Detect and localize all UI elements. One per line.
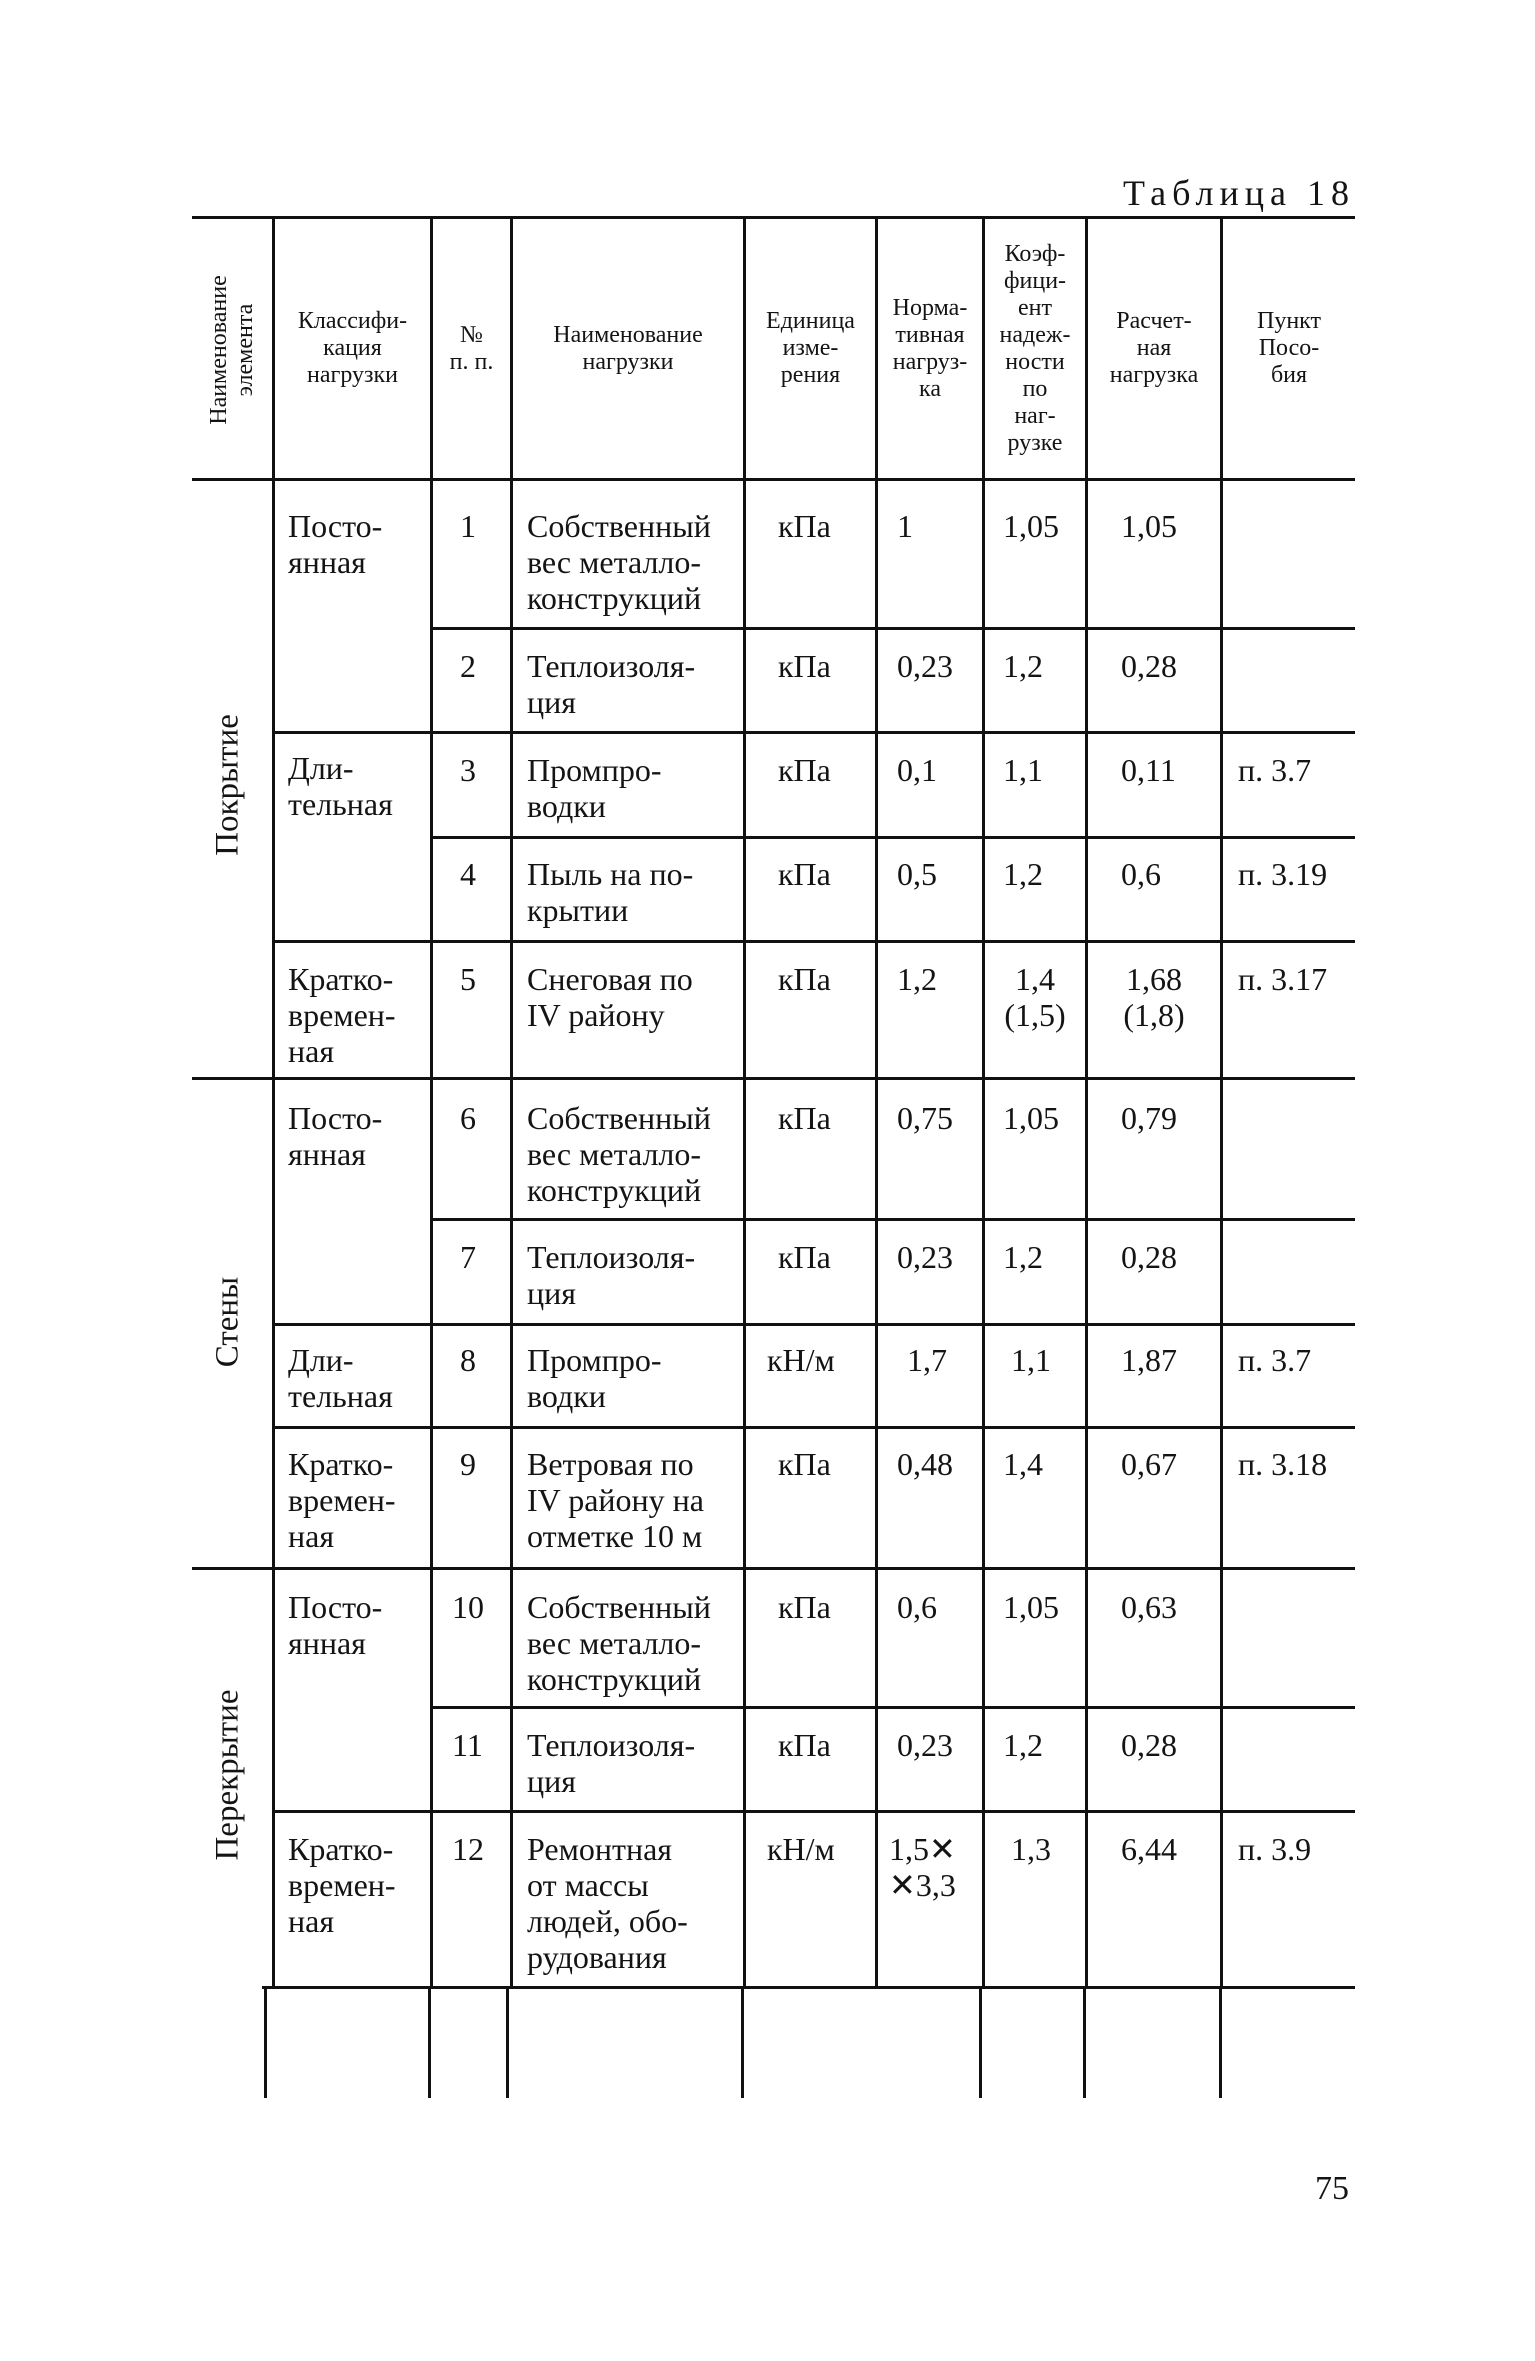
rule-row bbox=[430, 627, 1355, 630]
rule-row bbox=[272, 940, 1355, 943]
row-coefficient: 1,2 bbox=[1003, 648, 1043, 684]
header-load-name: Наименование нагрузки bbox=[553, 321, 703, 375]
row-number: 8 bbox=[460, 1342, 476, 1378]
col-stub bbox=[1219, 1986, 1222, 2098]
row-number: 11 bbox=[452, 1727, 483, 1763]
row-design: 1,68 (1,8) bbox=[1123, 961, 1185, 1033]
header-design: Расчет- ная нагрузка bbox=[1109, 308, 1199, 388]
header-coefficient: Коэф- фици- ент надеж- ности по наг- рузке bbox=[999, 240, 1071, 456]
row-number: 10 bbox=[452, 1589, 484, 1625]
row-normative: 1 bbox=[897, 508, 913, 544]
rule-row bbox=[430, 836, 1355, 839]
row-normative: 0,75 bbox=[897, 1100, 953, 1136]
row-design: 0,28 bbox=[1121, 648, 1177, 684]
class-walls-permanent: Посто- янная bbox=[288, 1100, 383, 1172]
row-load-name: Ветровая по IV району на отметке 10 м bbox=[527, 1446, 704, 1554]
rule-row bbox=[430, 1706, 1355, 1709]
row-unit: кН/м bbox=[767, 1831, 835, 1867]
col-rule bbox=[743, 216, 746, 1986]
row-unit: кПа bbox=[778, 1446, 831, 1482]
row-coefficient: 1,05 bbox=[1003, 1589, 1059, 1625]
row-load-name: Теплоизоля- ция bbox=[527, 1239, 696, 1311]
row-unit: кПа bbox=[778, 1239, 831, 1275]
row-normative: 0,23 bbox=[897, 1239, 953, 1275]
row-clause: п. 3.7 bbox=[1238, 1342, 1312, 1378]
header-clause: Пункт Посо- бия bbox=[1256, 308, 1321, 388]
row-clause: п. 3.17 bbox=[1238, 961, 1328, 997]
row-design: 1,05 bbox=[1121, 508, 1177, 544]
row-unit: кН/м bbox=[767, 1342, 835, 1378]
group-roof: Покрытие bbox=[209, 714, 246, 856]
header-classification: Классифи- кация нагрузки bbox=[297, 308, 408, 388]
class-roof-short: Кратко- времен- ная bbox=[288, 961, 396, 1069]
row-normative: 0,23 bbox=[897, 648, 953, 684]
row-unit: кПа bbox=[778, 1727, 831, 1763]
row-unit: кПа bbox=[778, 1589, 831, 1625]
row-unit: кПа bbox=[778, 648, 831, 684]
class-floor-permanent: Посто- янная bbox=[288, 1589, 383, 1661]
row-number: 7 bbox=[460, 1239, 476, 1275]
col-rule bbox=[272, 216, 275, 1986]
row-load-name: Ремонтная от массы людей, обо- рудования bbox=[527, 1831, 688, 1975]
row-clause: п. 3.19 bbox=[1238, 856, 1328, 892]
row-normative: 1,5✕ ✕3,3 bbox=[889, 1831, 956, 1903]
row-design: 0,28 bbox=[1121, 1727, 1177, 1763]
col-stub bbox=[1083, 1986, 1086, 2098]
row-design: 6,44 bbox=[1121, 1831, 1177, 1867]
row-clause: п. 3.7 bbox=[1238, 752, 1312, 788]
row-load-name: Снеговая по IV району bbox=[527, 961, 693, 1033]
row-number: 1 bbox=[460, 508, 476, 544]
row-normative: 0,1 bbox=[897, 752, 937, 788]
row-normative: 0,6 bbox=[897, 1589, 937, 1625]
row-design: 0,6 bbox=[1121, 856, 1161, 892]
row-normative: 0,5 bbox=[897, 856, 937, 892]
row-coefficient: 1,05 bbox=[1003, 1100, 1059, 1136]
rule-header-bottom bbox=[192, 478, 1355, 481]
row-normative: 0,48 bbox=[897, 1446, 953, 1482]
row-clause: п. 3.18 bbox=[1238, 1446, 1328, 1482]
col-stub bbox=[741, 1986, 744, 2098]
row-load-name: Промпро- водки bbox=[527, 752, 662, 824]
row-load-name: Собственный вес металло- конструкций bbox=[527, 1100, 711, 1208]
row-coefficient: 1,2 bbox=[1003, 1239, 1043, 1275]
class-roof-long: Дли- тельная bbox=[288, 750, 393, 822]
row-normative: 1,7 bbox=[907, 1342, 947, 1378]
header-unit: Единица изме- рения bbox=[766, 308, 855, 388]
col-stub bbox=[264, 1986, 267, 2098]
header-element: Наименование элемента bbox=[206, 275, 258, 425]
row-load-name: Промпро- водки bbox=[527, 1342, 662, 1414]
row-clause: п. 3.9 bbox=[1238, 1831, 1312, 1867]
col-rule bbox=[1085, 216, 1088, 1986]
col-rule bbox=[430, 216, 433, 1986]
row-coefficient: 1,1 bbox=[1011, 1342, 1051, 1378]
row-load-name: Пыль на по- крытии bbox=[527, 856, 694, 928]
row-design: 1,87 bbox=[1121, 1342, 1177, 1378]
col-stub bbox=[506, 1986, 509, 2098]
col-rule bbox=[875, 216, 878, 1986]
rule-row bbox=[272, 1323, 1355, 1326]
row-number: 5 bbox=[460, 961, 476, 997]
col-stub bbox=[979, 1986, 982, 2098]
table-title: Таблица 18 bbox=[1123, 173, 1355, 213]
row-number: 4 bbox=[460, 856, 476, 892]
row-coefficient: 1,4 bbox=[1003, 1446, 1043, 1482]
group-walls: Стены bbox=[209, 1276, 246, 1368]
row-unit: кПа bbox=[778, 1100, 831, 1136]
row-number: 12 bbox=[452, 1831, 484, 1867]
rule-row bbox=[272, 1426, 1355, 1429]
row-design: 0,79 bbox=[1121, 1100, 1177, 1136]
row-unit: кПа bbox=[778, 856, 831, 892]
rule-row bbox=[272, 1810, 1355, 1813]
row-coefficient: 1,1 bbox=[1003, 752, 1043, 788]
row-coefficient: 1,3 bbox=[1011, 1831, 1051, 1867]
row-design: 0,67 bbox=[1121, 1446, 1177, 1482]
row-unit: кПа bbox=[778, 508, 831, 544]
col-rule bbox=[982, 216, 985, 1986]
header-normative: Норма- тивная нагруз- ка bbox=[892, 294, 968, 402]
row-load-name: Теплоизоля- ция bbox=[527, 1727, 696, 1799]
row-coefficient: 1,4 (1,5) bbox=[1004, 961, 1066, 1033]
class-walls-long: Дли- тельная bbox=[288, 1342, 393, 1414]
header-number: № п. п. bbox=[449, 321, 494, 375]
row-unit: кПа bbox=[778, 752, 831, 788]
row-coefficient: 1,05 bbox=[1003, 508, 1059, 544]
rule-group bbox=[192, 1567, 1355, 1570]
group-floor: Перекрытие bbox=[209, 1689, 246, 1861]
row-load-name: Собственный вес металло- конструкций bbox=[527, 508, 711, 616]
row-number: 2 bbox=[460, 648, 476, 684]
col-stub bbox=[428, 1986, 431, 2098]
row-unit: кПа bbox=[778, 961, 831, 997]
row-normative: 1,2 bbox=[897, 961, 937, 997]
row-number: 6 bbox=[460, 1100, 476, 1136]
rule-table-bottom bbox=[262, 1986, 1355, 1989]
class-walls-short: Кратко- времен- ная bbox=[288, 1446, 396, 1554]
row-design: 0,11 bbox=[1121, 752, 1176, 788]
row-load-name: Собственный вес металло- конструкций bbox=[527, 1589, 711, 1697]
class-roof-permanent: Посто- янная bbox=[288, 508, 383, 580]
row-coefficient: 1,2 bbox=[1003, 856, 1043, 892]
row-normative: 0,23 bbox=[897, 1727, 953, 1763]
page-number: 75 bbox=[1315, 2170, 1349, 2207]
row-design: 0,63 bbox=[1121, 1589, 1177, 1625]
row-number: 9 bbox=[460, 1446, 476, 1482]
rule-row bbox=[430, 1218, 1355, 1221]
col-rule bbox=[510, 216, 513, 1986]
rule-group bbox=[192, 1077, 1355, 1080]
row-coefficient: 1,2 bbox=[1003, 1727, 1043, 1763]
row-number: 3 bbox=[460, 752, 476, 788]
class-floor-short: Кратко- времен- ная bbox=[288, 1831, 396, 1939]
row-load-name: Теплоизоля- ция bbox=[527, 648, 696, 720]
col-rule bbox=[1220, 216, 1223, 1986]
rule-row bbox=[272, 731, 1355, 734]
row-design: 0,28 bbox=[1121, 1239, 1177, 1275]
